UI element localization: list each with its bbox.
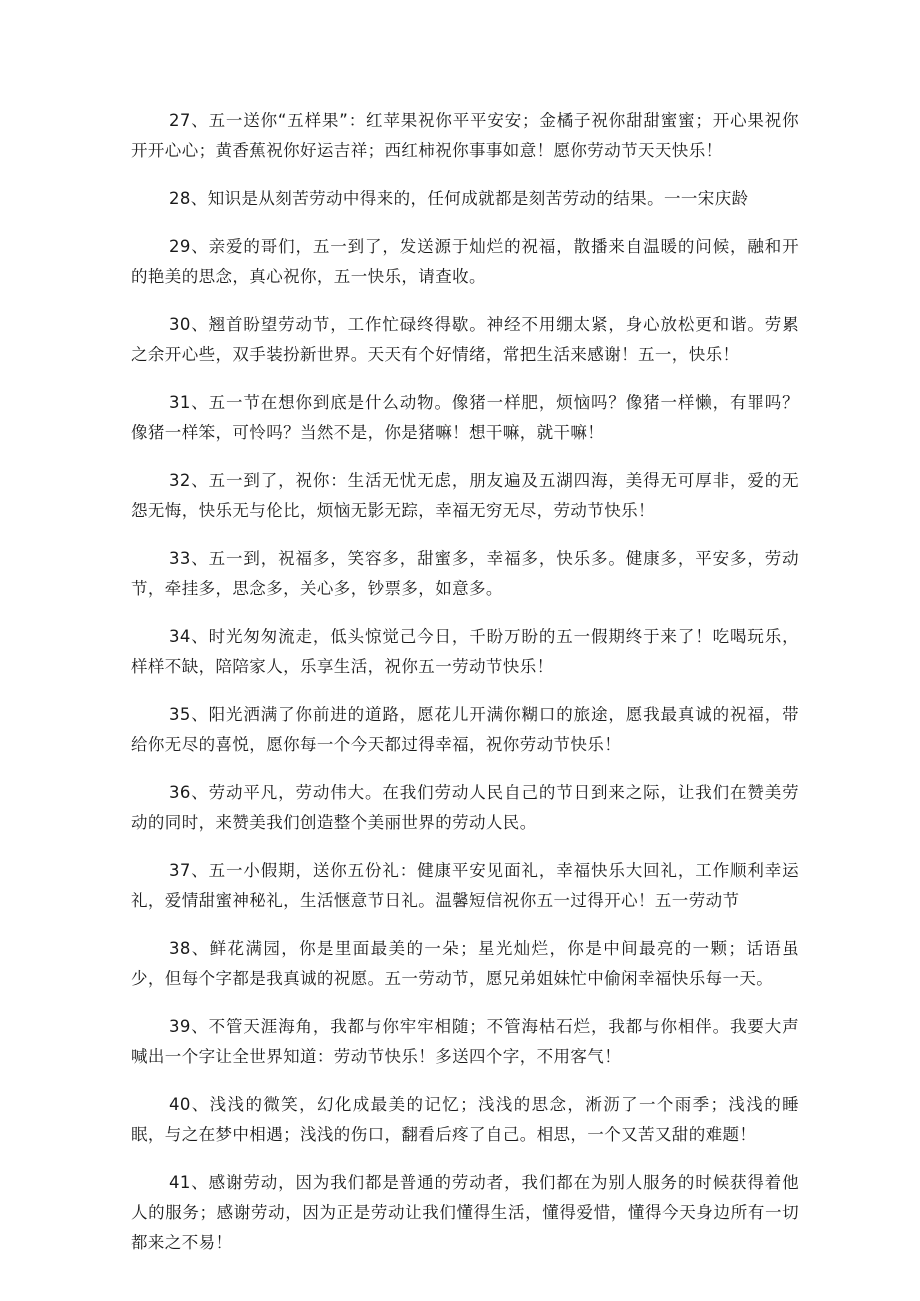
paragraph-30: 30、翘首盼望劳动节，工作忙碌终得歇。神经不用绷太紧，身心放松更和谐。劳累之余开心些，双手装扮新世界。天天有个好情绪，常把生活来感谢！五一，快乐！ bbox=[131, 315, 799, 364]
paragraph-40: 40、浅浅的微笑，幻化成最美的记忆；浅浅的思念，淅沥了一个雨季；浅浅的睡眠，与之在梦中相遇；浅浅的伤口，翻看后疼了自己。相思，一个又苦又甜的难题！ bbox=[131, 1095, 799, 1144]
paragraph-28: 28、知识是从刻苦劳动中得来的，任何成就都是刻苦劳动的结果。一一宋庆龄 bbox=[169, 189, 749, 208]
paragraph-32: 32、五一到了，祝你：生活无忧无虑，朋友遍及五湖四海，美得无可厚非，爱的无怨无悔，快乐无与伦比，烦恼无影无踪，幸福无穷无尽，劳动节快乐！ bbox=[131, 471, 799, 520]
paragraph-34: 34、时光匆匆流走，低头惊觉己今日，千盼万盼的五一假期终于来了！吃喝玩乐，样样不缺，陪陪家人，乐享生活，祝你五一劳动节快乐！ bbox=[131, 627, 799, 676]
paragraph-27: 27、五一送你“五样果”：红苹果祝你平平安安；金橘子祝你甜甜蜜蜜；开心果祝你开开心心；黄香蕉祝你好运吉祥；西红柿祝你事事如意！愿你劳动节天天快乐！ bbox=[131, 111, 799, 160]
paragraph-29: 29、亲爱的哥们，五一到了，发送源于灿烂的祝福，散播来自温暖的问候，融和开的艳美的思念，真心祝你，五一快乐，请查收。 bbox=[131, 237, 799, 286]
paragraph-37: 37、五一小假期，送你五份礼：健康平安见面礼，幸福快乐大回礼，工作顺利幸运礼，爱情甜蜜神秘礼，生活惬意节日礼。温馨短信祝你五一过得开心！五一劳动节 bbox=[131, 861, 799, 910]
paragraph-38: 38、鲜花满园，你是里面最美的一朵；星光灿烂，你是中间最亮的一颗；话语虽少，但每个字都是我真诚的祝愿。五一劳动节，愿兄弟姐妹忙中偷闲幸福快乐每一天。 bbox=[131, 939, 799, 988]
paragraph-39: 39、不管天涯海角，我都与你牢牢相随；不管海枯石烂，我都与你相伴。我要大声喊出一个字让全世界知道：劳动节快乐！多送四个字，不用客气！ bbox=[131, 1017, 799, 1066]
paragraph-41: 41、感谢劳动，因为我们都是普通的劳动者，我们都在为别人服务的时候获得着他人的服务；感谢劳动，因为正是劳动让我们懂得生活，懂得爱惜，懂得今天身边所有一切都来之不易！ bbox=[131, 1173, 799, 1252]
paragraph-33: 33、五一到，祝福多，笑容多，甜蜜多，幸福多，快乐多。健康多，平安多，劳动节，牵挂多，思念多，关心多，钞票多，如意多。 bbox=[131, 549, 799, 598]
paragraph-36: 36、劳动平凡，劳动伟大。在我们劳动人民自己的节日到来之际，让我们在赞美劳动的同时，来赞美我们创造整个美丽世界的劳动人民。 bbox=[131, 783, 799, 832]
paragraph-31: 31、五一节在想你到底是什么动物。像猪一样肥，烦恼吗？像猪一样懒，有罪吗？像猪一样笨，可怜吗？当然不是，你是猪嘛！想干嘛，就干嘛！ bbox=[131, 393, 799, 442]
paragraph-35: 35、阳光洒满了你前进的道路，愿花儿开满你糊口的旅途，愿我最真诚的祝福，带给你无尽的喜悦，愿你每一个今天都过得幸福，祝你劳动节快乐！ bbox=[131, 705, 799, 754]
document-body bbox=[131, 106, 799, 1258]
